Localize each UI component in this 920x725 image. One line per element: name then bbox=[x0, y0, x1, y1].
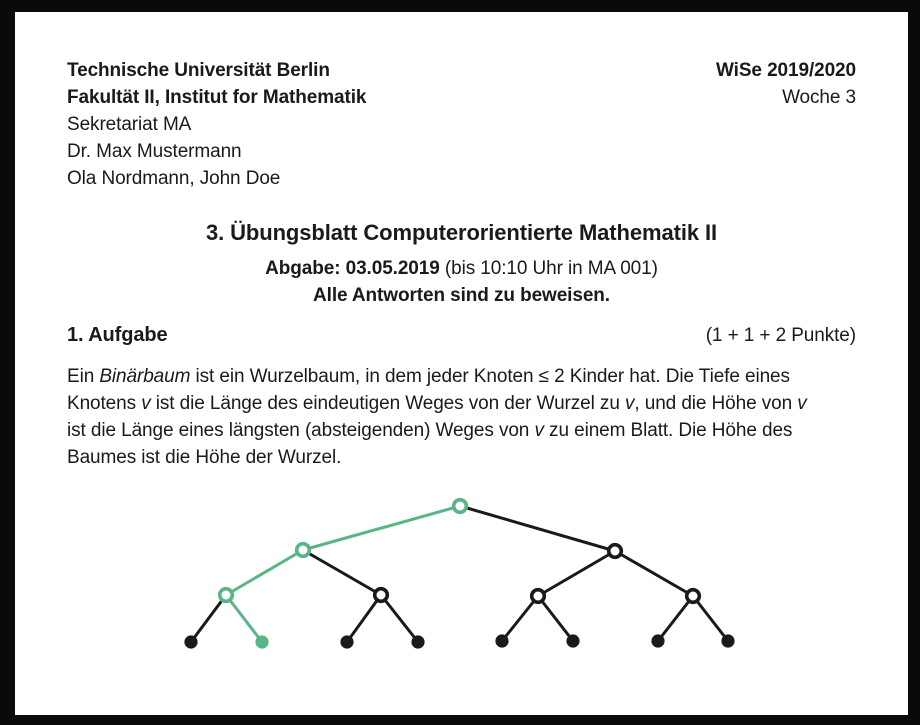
paragraph-line: Ein Binärbaum ist ein Wurzelbaum, in dem jeder Knoten ≤ 2 Kinder hat. Die Tiefe eines bbox=[67, 366, 790, 387]
sender-line: Fakultät II, Institut for Mathematik bbox=[67, 87, 367, 108]
sender-line: Dr. Max Mustermann bbox=[67, 141, 242, 162]
task-paragraph bbox=[67, 363, 856, 471]
deadline-details: (bis 10:10 Uhr in MA 001) bbox=[439, 258, 658, 279]
document-title: 3. Übungsblatt Computerorientierte Mathematik II bbox=[205, 220, 718, 245]
proof-note: Alle Antworten sind zu beweisen. bbox=[313, 285, 610, 306]
task-title: 1. Aufgabe bbox=[67, 324, 168, 346]
deadline-line bbox=[67, 255, 856, 282]
letterhead bbox=[67, 57, 856, 192]
sender-line: Ola Nordmann, John Doe bbox=[67, 168, 281, 189]
paragraph-line: ist die Länge eines längsten (absteigenden) Weges von v zu einem Blatt. Die Höhe des bbox=[67, 420, 793, 441]
sender-line: Technische Universität Berlin bbox=[67, 60, 330, 81]
paragraph-line: Knotens v ist die Länge des eindeutigen Weges von der Wurzel zu v, und die Höhe von v bbox=[67, 393, 807, 414]
paragraph-line: Baumes ist die Höhe der Wurzel. bbox=[67, 447, 342, 468]
paper-sheet bbox=[15, 12, 908, 715]
week-label: Woche 3 bbox=[782, 87, 856, 108]
semester-label: WiSe 2019/2020 bbox=[716, 60, 856, 81]
sender-line: Sekretariat MA bbox=[67, 114, 192, 135]
task-header-row bbox=[67, 322, 856, 349]
letterhead-sender bbox=[67, 57, 366, 192]
task-points: (1 + 1 + 2 Punkte) bbox=[705, 325, 856, 346]
document-content bbox=[15, 12, 908, 715]
letterhead-term bbox=[716, 57, 856, 111]
deadline-date: Abgabe: 03.05.2019 bbox=[265, 258, 440, 279]
